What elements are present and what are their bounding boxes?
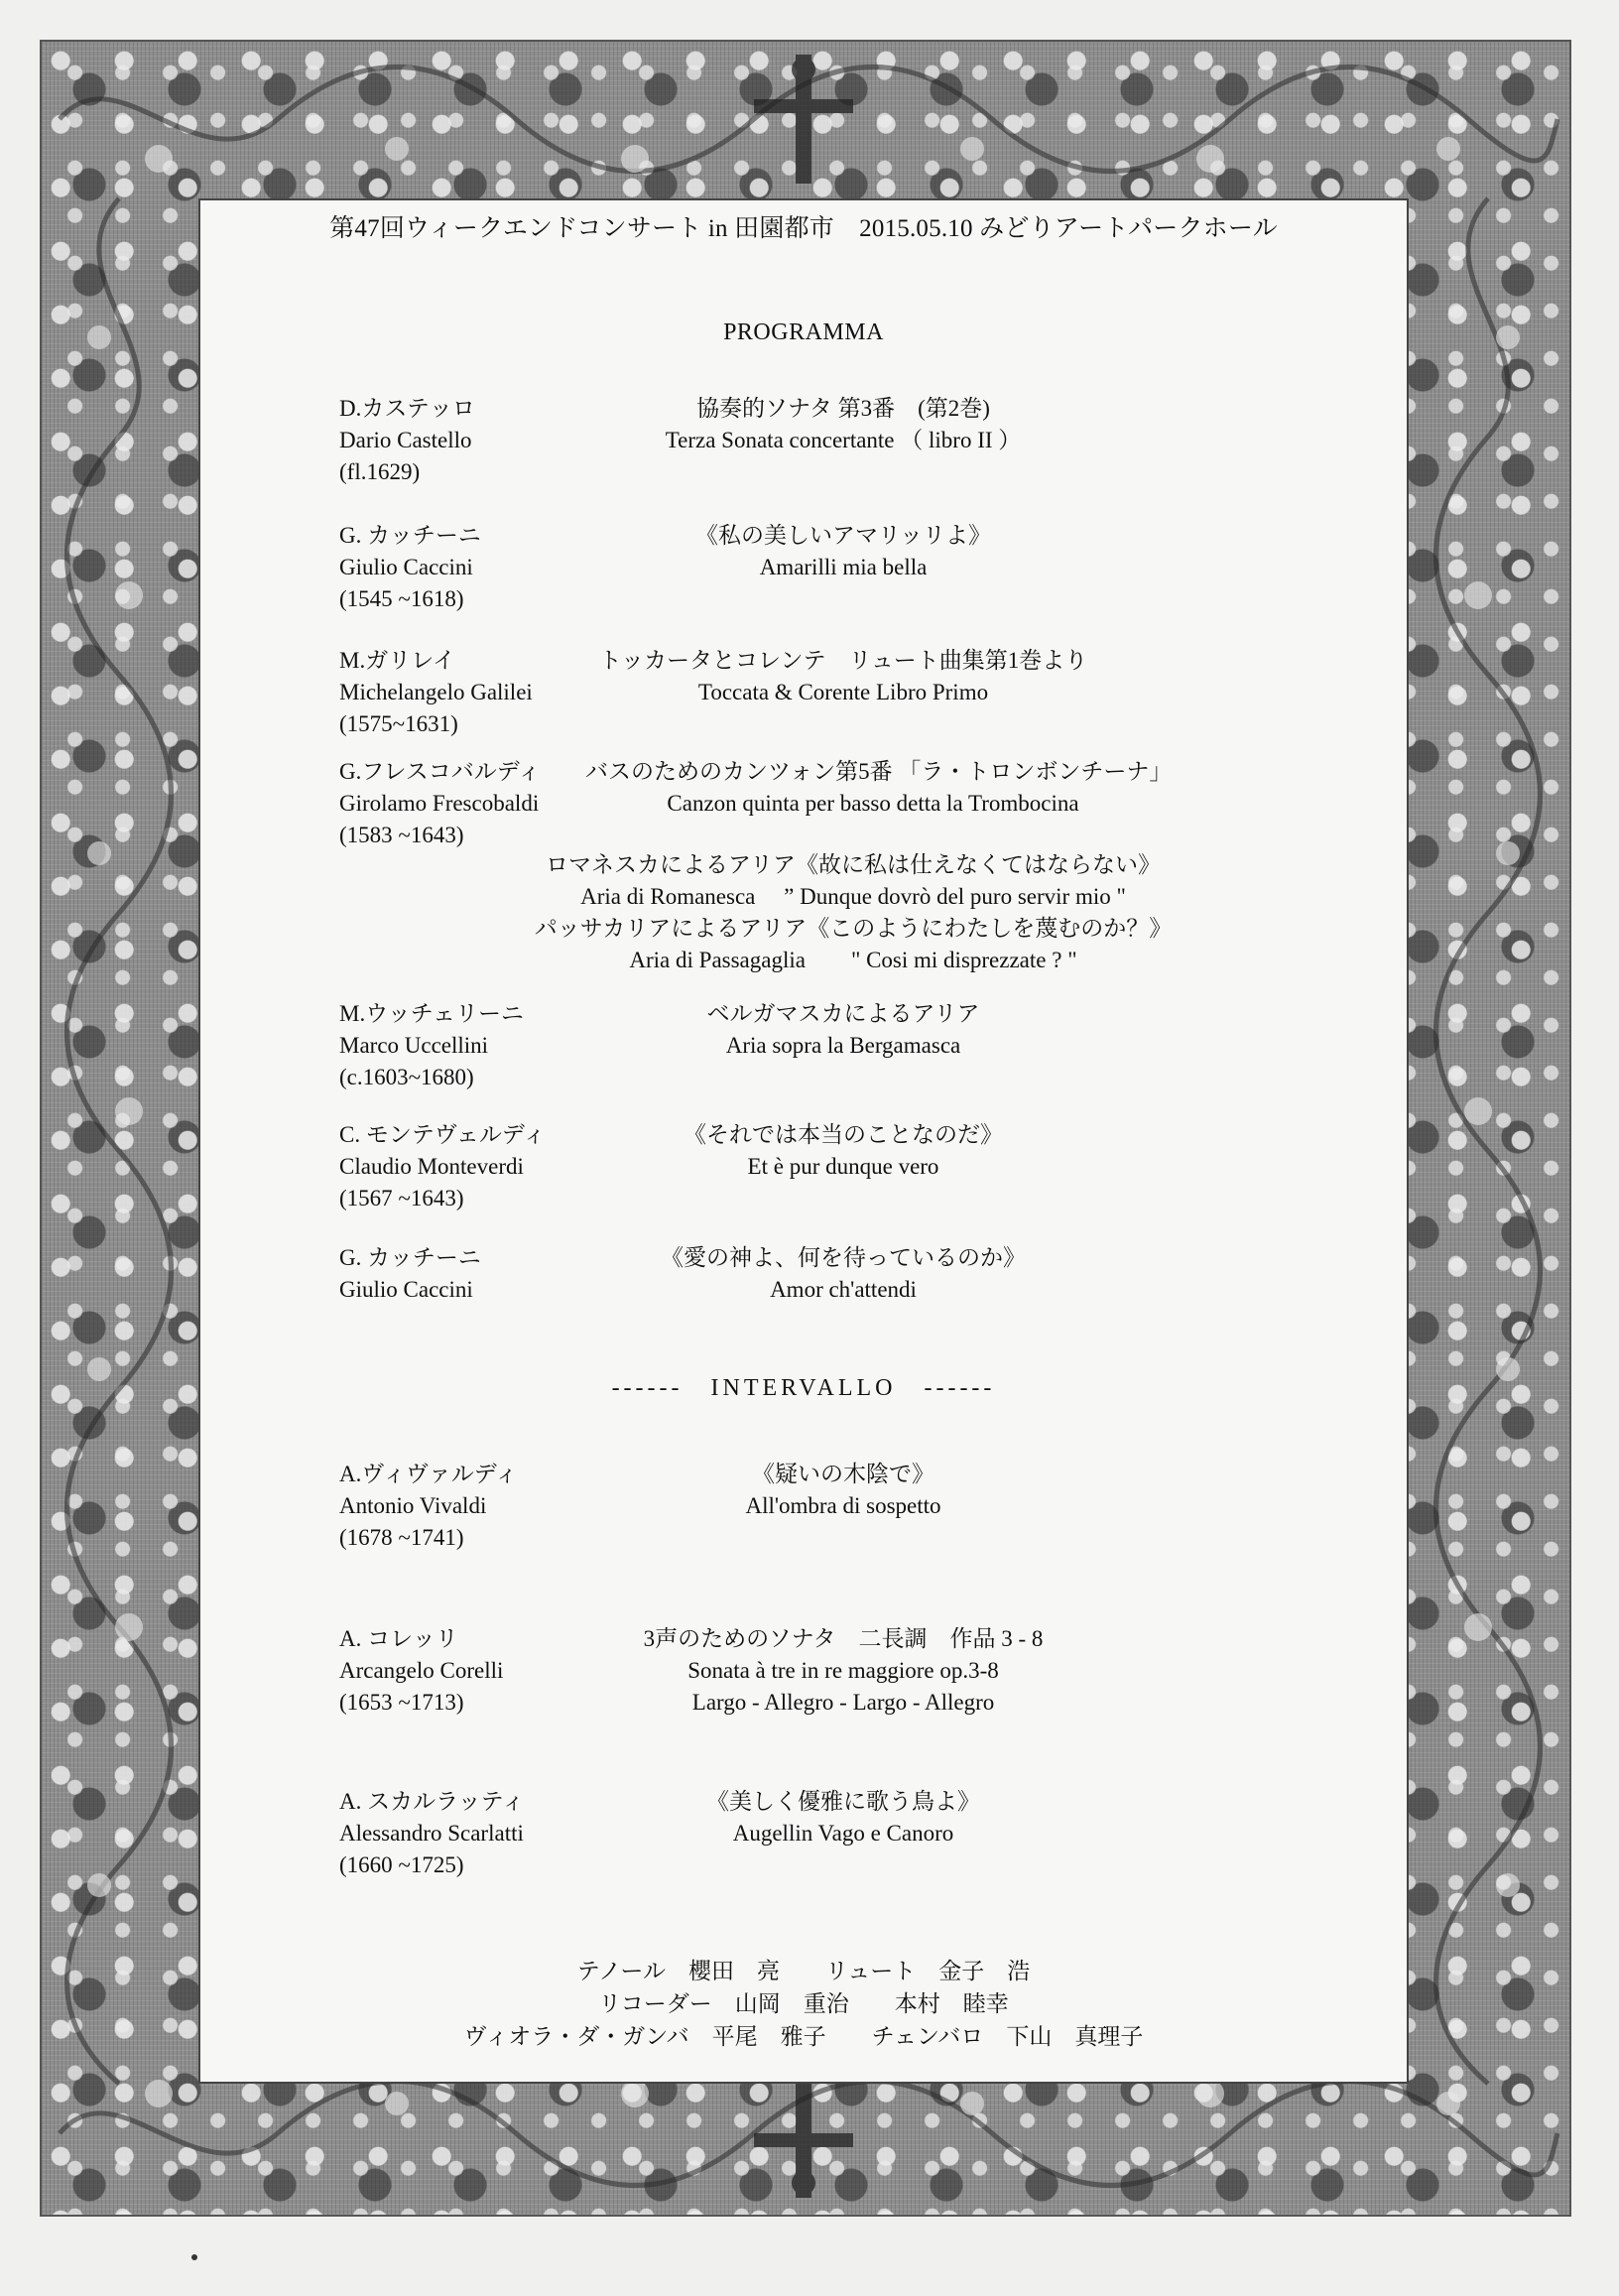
composer-dates: (1567 ~1643): [339, 1186, 464, 1211]
aria-title-it: Aria di Passagaglia " Cosi mi disprezzate ? ": [629, 948, 1077, 972]
composer-name-en: Marco Uccellini: [339, 1033, 489, 1058]
composer-name-ja: M.ガリレイ: [339, 648, 456, 673]
composer-name-ja: M.ウッチェリーニ: [339, 1001, 525, 1026]
work-title-ja: 《美しく優雅に歌う鳥よ》: [706, 1789, 980, 1814]
composer-name-en: Arcangelo Corelli: [339, 1658, 504, 1683]
work-title-it: Amarilli mia bella: [759, 555, 928, 579]
intermission-label: ------ INTERVALLO ------: [611, 1375, 996, 1401]
concert-header: 第47回ウィークエンドコンサート in 田園都市 2015.05.10 みどりアートパークホール: [329, 215, 1278, 242]
composer-block: [339, 645, 533, 740]
work-title-it: Amor ch'attendi: [770, 1277, 917, 1302]
work-title-ja: トッカータとコレンテ リュート曲集第1巻より: [598, 648, 1088, 673]
work-title-it: Aria sopra la Bergamasca: [725, 1033, 961, 1058]
composer-name-ja: C. モンテヴェルディ: [339, 1122, 547, 1147]
work-block: [556, 1459, 1131, 1522]
aria-title-it: Aria di Romanesca ” Dunque dovrò del puro servir mio ": [580, 884, 1126, 909]
work-block: [556, 645, 1131, 708]
composer-dates: (1678 ~1741): [339, 1525, 464, 1550]
composer-name-ja: G. カッチーニ: [339, 1245, 481, 1270]
work-block: [556, 520, 1131, 583]
work-block: [556, 393, 1131, 456]
composer-block: [339, 756, 541, 851]
composer-name-en: Giulio Caccini: [339, 555, 473, 579]
composer-dates: (1660 ~1725): [339, 1852, 464, 1877]
composer-name-en: Claudio Monteverdi: [339, 1154, 524, 1179]
work-block: [556, 1242, 1131, 1306]
work-title-it: Toccata & Corente Libro Primo: [697, 680, 989, 704]
work-title-ja: 《私の美しいアマリッリよ》: [694, 523, 992, 548]
composer-name-ja: A. スカルラッティ: [339, 1789, 525, 1814]
work-block: [556, 998, 1131, 1062]
performers-list: [198, 1955, 1409, 2053]
aria-title-ja: パッサカリアによるアリア《このようにわたしを蔑むのか？》: [534, 916, 1173, 941]
composer-dates: (1545 ~1618): [339, 586, 464, 611]
work-title-ja: 《疑いの木陰で》: [752, 1462, 934, 1486]
composer-dates: (fl.1629): [339, 459, 421, 484]
work-movements: Largo - Allegro - Largo - Allegro: [691, 1690, 995, 1715]
composer-name-en: Girolamo Frescobaldi: [339, 791, 540, 816]
composer-block: [339, 1242, 481, 1306]
work-title-it: Canzon quinta per basso detta la Trombocina: [667, 791, 1079, 816]
work-title-ja: 《愛の神よ、何を待っているのか》: [661, 1245, 1026, 1270]
composer-name-ja: G. カッチーニ: [339, 523, 481, 548]
composer-name-en: Giulio Caccini: [339, 1277, 473, 1302]
work-title-ja: ベルガマスカによるアリア: [706, 1001, 980, 1026]
composer-block: [339, 1119, 546, 1214]
work-block: [556, 1119, 1131, 1183]
composer-block: [339, 1786, 525, 1881]
composer-name-en: Dario Castello: [339, 428, 472, 452]
work-title-ja: 《それでは本当のことなのだ》: [684, 1122, 1003, 1147]
performer-line: テノール 櫻田 亮 リュート 金子 浩: [576, 1959, 1031, 1983]
composer-name-en: Michelangelo Galilei: [339, 680, 533, 704]
composer-name-ja: A.ヴィヴァルディ: [339, 1462, 518, 1486]
composer-block: [339, 393, 475, 488]
composer-block: [339, 1459, 518, 1554]
aria-title-ja: ロマネスカによるアリア《故に私は仕えなくてはならない》: [545, 852, 1162, 877]
scan-mark: [191, 2254, 197, 2260]
composer-name-en: Antonio Vivaldi: [339, 1493, 487, 1518]
composer-name-ja: G.フレスコバルディ: [339, 759, 541, 784]
aria-block: [516, 849, 1190, 976]
composer-dates: (1653 ~1713): [339, 1690, 464, 1715]
program-title: PROGRAMMA: [723, 319, 884, 345]
performer-line: ヴィオラ・ダ・ガンバ 平尾 雅子 チェンバロ 下山 真理子: [463, 2024, 1144, 2049]
work-block: [556, 1623, 1131, 1719]
performer-line: リコーダー 山岡 重治 本村 睦幸: [598, 1991, 1009, 2016]
work-title-it: Sonata à tre in re maggiore op.3-8: [687, 1658, 999, 1683]
composer-name-ja: D.カステッロ: [339, 396, 475, 421]
work-title-it: Et è pur dunque vero: [747, 1154, 939, 1179]
work-title-it: Terza Sonata concertante （ libro II ）: [665, 428, 1022, 452]
composer-name-ja: A. コレッリ: [339, 1626, 458, 1651]
composer-dates: (1583 ~1643): [339, 823, 464, 847]
work-title-it: All'ombra di sospetto: [745, 1493, 941, 1518]
work-title-it: Augellin Vago e Canoro: [732, 1821, 954, 1846]
composer-dates: (1575~1631): [339, 711, 458, 736]
work-block: [556, 1786, 1131, 1850]
composer-block: [339, 998, 524, 1093]
composer-dates: (c.1603~1680): [339, 1065, 474, 1089]
work-block: [585, 756, 1173, 820]
composer-block: [339, 520, 481, 615]
composer-name-en: Alessandro Scarlatti: [339, 1821, 524, 1846]
work-title-ja: 協奏的ソナタ 第3番 (第2巻): [696, 396, 990, 421]
work-title-ja: バスのためのカンツォン第5番 「ラ・トロンボンチーナ」: [585, 759, 1173, 784]
composer-block: [339, 1623, 503, 1719]
work-title-ja: 3声のためのソナタ 二長調 作品 3 - 8: [643, 1626, 1044, 1651]
